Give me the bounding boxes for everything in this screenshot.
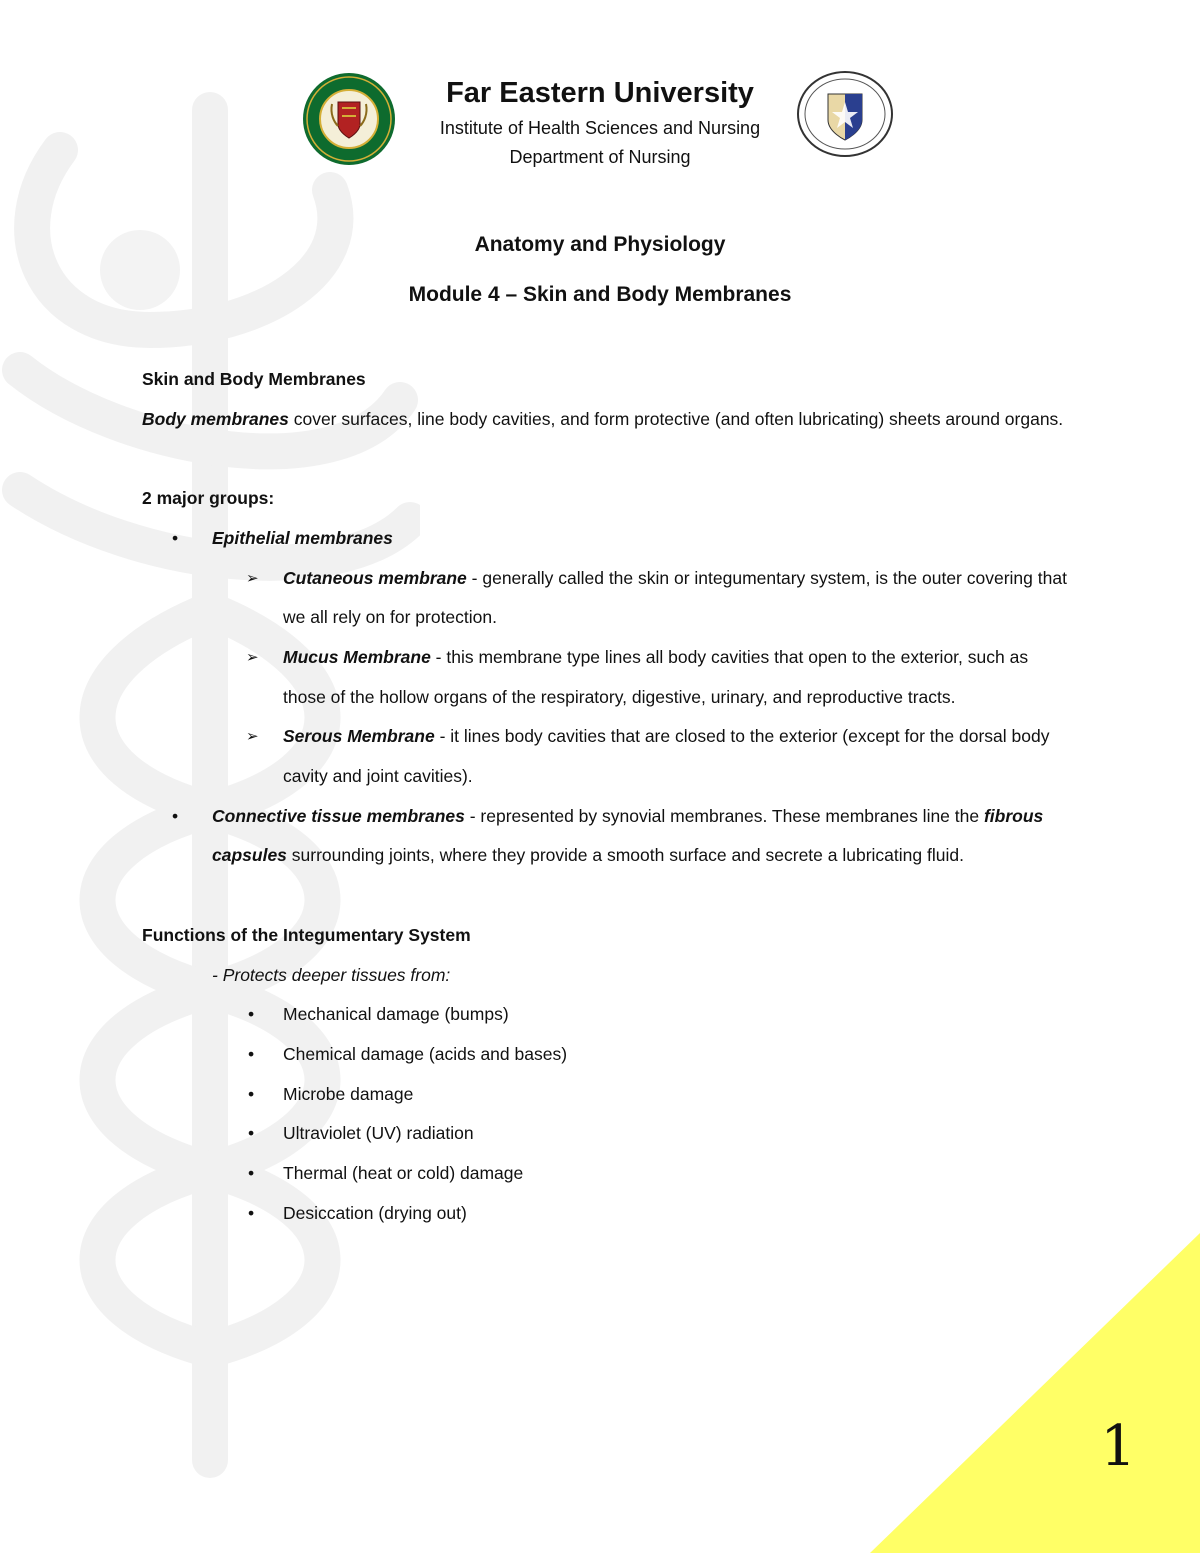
functions-subheading: - Protects deeper tissues from: xyxy=(212,964,451,985)
university-name: Far Eastern University xyxy=(446,77,754,109)
corner-triangle xyxy=(870,1233,1200,1553)
department-name: Department of Nursing xyxy=(509,147,691,167)
section-heading-membranes: Skin and Body Membranes xyxy=(142,369,366,389)
bullet-icon: • xyxy=(248,1163,255,1184)
bullet-icon: • xyxy=(248,1083,255,1104)
document-body xyxy=(142,360,1072,1233)
module-title: Module 4 – Skin and Body Membranes xyxy=(408,283,792,306)
page-number: 1 xyxy=(1100,1414,1136,1479)
list-item: ➢ Mucus Membrane - this membrane type lines all body cavities that open to the exterior, such as those of the hollow organs of the respiratory, digestive, urinary, and reproductive tracts. xyxy=(142,638,1072,717)
list-item: • Connective tissue membranes - represented by synovial membranes. These membranes line the fibrous capsules surrounding joints, where they provide a smooth surface and secrete a lubricating fluid. xyxy=(142,797,1072,876)
list-item: • Mechanical damage (bumps) xyxy=(142,995,1072,1035)
list-item: ➢ Serous Membrane - it lines body cavities that are closed to the exterior (except for the dorsal body cavity and joint cavities). xyxy=(142,717,1072,796)
feu-seal-logo xyxy=(302,72,396,166)
section-heading-functions: Functions of the Integumentary System xyxy=(142,924,471,945)
list-item: • Epithelial membranes xyxy=(142,519,1072,559)
arrow-bullet-icon: ➢ xyxy=(246,728,259,746)
intro-paragraph: Body membranes cover surfaces, line body cavities, and form protective (and often lubricating) sheets around organs. xyxy=(142,408,1064,429)
list-item: • Desiccation (drying out) xyxy=(142,1194,1072,1234)
list-item: • Thermal (heat or cold) damage xyxy=(142,1154,1072,1194)
bullet-icon: • xyxy=(248,1123,255,1144)
bullet-icon: • xyxy=(172,805,179,826)
bullet-icon: • xyxy=(248,1043,255,1064)
list-item: ➢ Cutaneous membrane - generally called the skin or integumentary system, is the outer covering that we all rely on for protection. xyxy=(142,559,1072,638)
bullet-icon: • xyxy=(248,1004,255,1025)
nursing-seal-logo xyxy=(796,70,894,158)
groups-heading: 2 major groups: xyxy=(142,488,275,509)
bullet-icon: • xyxy=(248,1202,255,1223)
bullet-icon: • xyxy=(172,527,179,548)
arrow-bullet-icon: ➢ xyxy=(246,648,259,666)
arrow-bullet-icon: ➢ xyxy=(246,569,259,587)
course-title: Anatomy and Physiology xyxy=(474,233,726,256)
list-item: • Microbe damage xyxy=(142,1075,1072,1115)
list-item: • Ultraviolet (UV) radiation xyxy=(142,1114,1072,1154)
institute-name: Institute of Health Sciences and Nursing xyxy=(439,118,761,138)
document-titles xyxy=(0,220,1200,320)
list-item: • Chemical damage (acids and bases) xyxy=(142,1035,1072,1075)
letterhead xyxy=(400,72,800,172)
